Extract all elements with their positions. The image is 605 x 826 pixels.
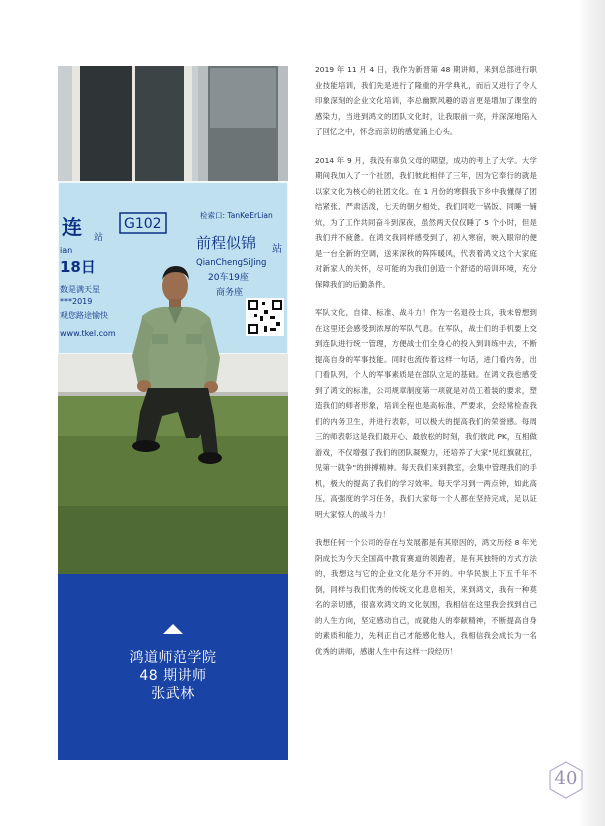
sign-room: G102 <box>124 216 162 232</box>
caption-org: 鸿道师范学院 <box>129 650 217 666</box>
sign-destination-pinyin: QianChengSiJing <box>196 258 267 268</box>
page-number: 40 <box>554 768 578 789</box>
caption-name: 张武林 <box>151 686 195 702</box>
article-paragraph-3: 军队文化，自律、标准、战斗力！作为一名退役士兵，我未曾想到在这里还会感受到浓厚的军队气息。在军队，战士们的手机要上交到连队进行统一管理，方便战士们全身心的投入到训练中去，不断提高自身的军事技能。同时也流传着这样一句话，进门看内务，出门看队列，个人的军事素质是在部队立足的基础。在鸿文我也感受到了鸿文的标准，公司规章制度第一项就是对员工着装的要求，塑造我们的师者形象，培训全程也是高标准、严要求，会经常检查我们的内务卫生，并进行表彰，可以极大的提高我们的荣誉感。每周三的师表彰这是我们最开心、最放松的时刻，我们彼此 PK，互相做游戏，不仅增强了我们的团队凝聚力，还培养了大家"见红旗就扛，见第一就争"的拼搏精神。每天我们来到教室，会集中管理我们的手机，极大的提高了我们的学习效率。每天学习到一两点钟，如此高压，高强度的学习任务，我们大家每一个人都在坚持完成，足以证明大家惊人的战斗力！ <box>315 308 537 519</box>
sign-left-line-3: 数是满天星 <box>60 285 100 294</box>
sign-station-left: 站 <box>94 233 104 243</box>
instructor-photo <box>58 66 288 574</box>
sign-left-line-4: ***2019 <box>60 297 93 306</box>
sign-date-fragment: 18日 <box>60 258 96 276</box>
sign-website: www.tkel.com <box>60 329 116 338</box>
sign-train-info: 20车19座 <box>208 273 249 283</box>
article-paragraph-2: 2014 年 9 月，我没有辜负父母的期望，成功的考上了大学。大学期间我加入了一个社团，我们彼此相伴了三年，因为它奉行的就是以家文化为核心的社团文化。在 1 月份的寒假我下乡中我懂得了团结紧张、严肃活泼，七天的朝夕相处，我们同吃一锅饭、同睡一铺炕，为了工作共同奋斗到深夜，虽然两天仅仅睡了 5 个小时，但是我们并不疲惫。在鸿文我同样感受到了，初入寒宿，映入眼帘的便是一台全新的空调，送来深秋的阵阵暖风，代表着鸿文这个大家庭对新家人的关怀，尽可能的为我们创造一个舒适的培训环境，充分保障我们的后勤条件。 <box>315 155 537 289</box>
sign-left-line-5: 观您路途愉快 <box>60 311 108 320</box>
caption-role: 48 期讲师 <box>139 668 207 684</box>
sign-search-label: 检索口: TanKeErLian <box>200 211 273 220</box>
triangle-up-icon <box>163 624 183 634</box>
sign-line-left: 连 <box>62 215 82 239</box>
caption-block <box>58 574 288 760</box>
article-paragraph-4: 我想任何一个公司的存在与发展都是有其原因的，鸿文历经 8 年光阴成长为今天全国高中教育赛道的领跑者，是有其独特的方式方法的，我想这与它的企业文化是分不开的。中华民族上下五千年不倒，同样与我们优秀的传统文化息息相关，来到鸿文，我有一种莫名的亲切感，很喜欢鸿文的文化氛围，我相信在这里我会找到自己的人生方向，坚定感动自己，成就他人的奉献精神，不断提高自身的素质和能力，先利正自己才能感化他人，我相信我会成长为一名优秀的讲师，感谢人生中有这样一段经历！ <box>315 538 537 656</box>
page-fold-shadow <box>578 0 605 826</box>
sign-seat-class: 商务座 <box>216 288 244 298</box>
article-paragraph-1: 2019 年 11 月 4 日，我作为新晋第 48 期讲师，来到总部进行职业技能培训，我们先是进行了隆重的开学典礼，而后又进行了令人印象深刻的企业文化培训，李总幽默风趣的语言更是增加了课堂的感染力，当进到鸿文的团队文化时，让我眼前一亮，并深深地陷入了回忆之中，怀念而亲切的感觉涌上心头。 <box>315 65 537 136</box>
article-body <box>315 62 537 672</box>
sign-destination: 前程似锦 <box>196 234 257 252</box>
sign-name-fragment: ian <box>60 246 73 255</box>
page-number-badge <box>548 760 584 800</box>
photo-illustration <box>58 66 288 574</box>
qr-code-icon <box>246 298 284 336</box>
sign-station-right: 站 <box>272 244 282 255</box>
